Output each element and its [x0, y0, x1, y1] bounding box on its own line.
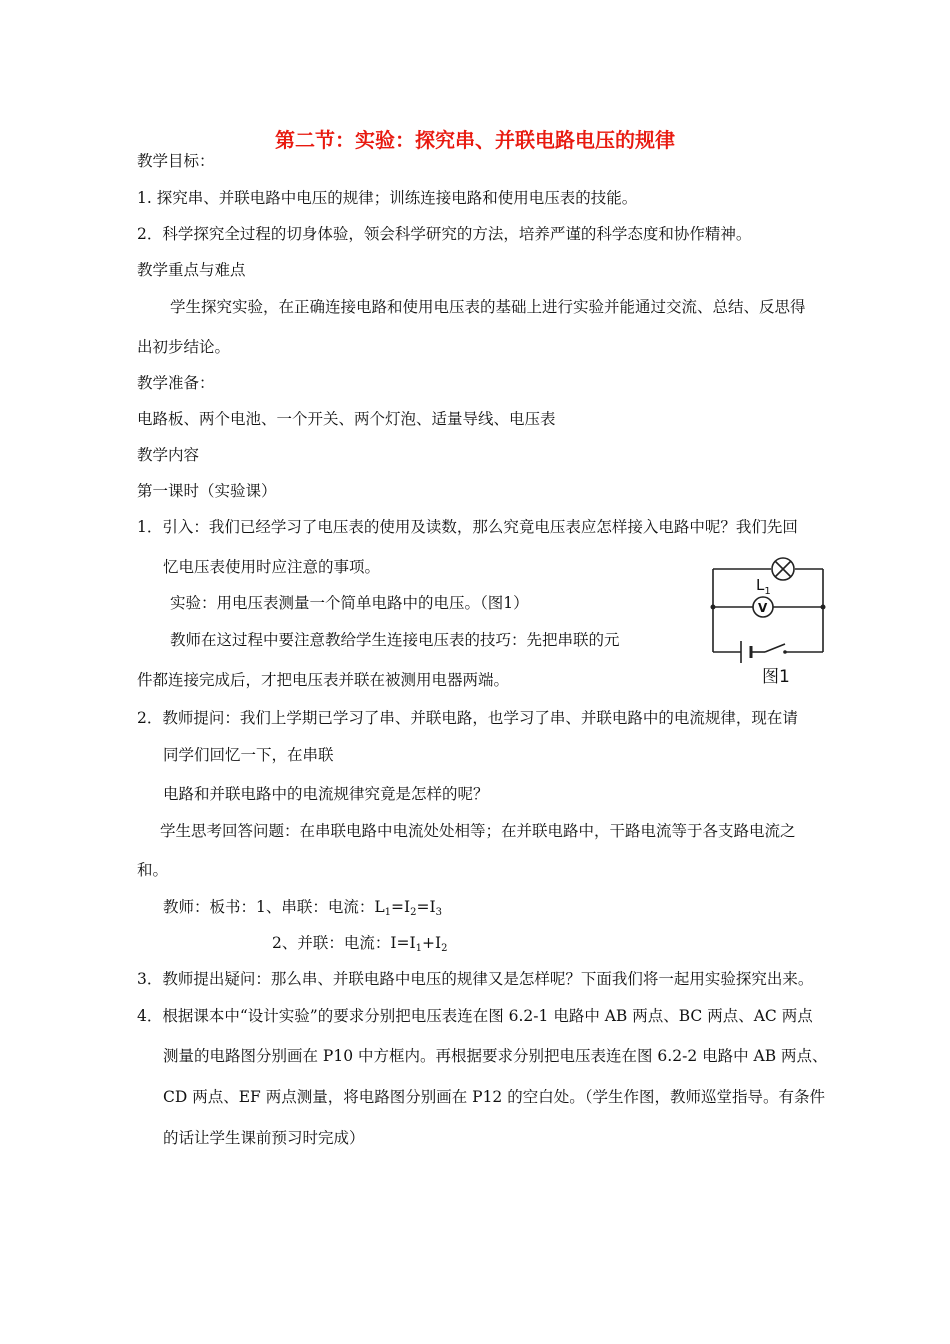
para1-line-3: 实验：用电压表测量一个简单电路中的电压。（图1） — [170, 594, 529, 612]
junction-right — [821, 605, 826, 610]
para2-line-2: 同学们回忆一下，在串联 — [163, 746, 334, 764]
switch-blade — [765, 644, 785, 652]
parallel-formula: $I=I_1+I_2$ — [390, 934, 448, 954]
series-formula-prefix: 教师：板书：1、串联：电流： — [163, 898, 375, 916]
key-body-line-1: 学生探究实验，在正确连接电路和使用电压表的基础上进行实验并能通过交流、总结、反思得 — [170, 298, 806, 316]
key-heading: 教学重点与难点 — [137, 261, 246, 279]
key-body-line-2: 出初步结论。 — [137, 338, 231, 356]
content-heading: 教学内容 — [137, 446, 200, 464]
page-title: 第二节：实验：探究串、并联电路电压的规律 — [275, 128, 675, 152]
voltmeter-label: V — [758, 601, 768, 615]
lesson-heading: 第一课时（实验课） — [137, 482, 277, 500]
goal-item-1: 1. 探究串、并联电路中电压的规律；训练连接电路和使用电压表的技能。 — [137, 189, 638, 207]
para3: 3．教师提出疑问：那么串、并联电路中电压的规律又是怎样呢？下面我们将一起用实验探究出来。 — [137, 970, 814, 988]
parallel-formula-prefix: 2、并联：电流： — [272, 934, 391, 952]
para2-line-3: 电路和并联电路中的电流规律究竟是怎样的呢？ — [163, 785, 489, 803]
para1-line-1: 1．引入：我们已经学习了电压表的使用及读数，那么究竟电压表应怎样接入电路中呢？我们先回 — [137, 518, 798, 536]
prep-heading: 教学准备： — [137, 374, 215, 392]
para4-line-1: 4．根据课本中“设计实验”的要求分别把电压表连在图 6.2-1 电路中 AB 两点、BC 两点、AC 两点 — [137, 1007, 813, 1025]
switch-contact — [783, 650, 787, 654]
prep-body: 电路板、两个电池、一个开关、两个灯泡、适量导线、电压表 — [137, 410, 556, 428]
para1-line-2: 忆电压表使用时应注意的事项。 — [163, 558, 381, 576]
figure-caption: 图1 — [762, 667, 790, 687]
para4-line-4: 的话让学生课前预习时完成） — [163, 1129, 365, 1147]
lamp-label: $L_1$ — [756, 576, 771, 597]
para2-line-5: 和。 — [137, 861, 169, 879]
para2-line-4: 学生思考回答问题：在串联电路中电流处处相等；在并联电路中，干路电流等于各支路电流之 — [160, 822, 796, 840]
para4-line-3: CD 两点、EF 两点测量，将电路图分别画在 P12 的空白处。（学生作图，教师巡堂指导。有条件 — [163, 1088, 825, 1106]
junction-left — [711, 605, 716, 610]
para1-line-5: 件都连接完成后，才把电压表并联在被测用电器两端。 — [137, 671, 510, 689]
para1-line-4: 教师在这过程中要注意教给学生连接电压表的技巧：先把串联的元 — [170, 631, 620, 649]
para4-line-2: 测量的电路图分别画在 P10 中方框内。再根据要求分别把电压表连在图 6.2-2 电路中 AB 两点、 — [163, 1047, 828, 1065]
para2-line-1: 2．教师提问：我们上学期已学习了串、并联电路，也学习了串、并联电路中的电流规律，现在请 — [137, 709, 798, 727]
goal-item-2: 2．科学探究全过程的切身体验，领会科学研究的方法，培养严谨的科学态度和协作精神。 — [137, 225, 752, 243]
goal-heading: 教学目标： — [137, 152, 215, 170]
series-formula: $L_1=I_2=I_3$ — [374, 898, 443, 918]
parallel-formula-line — [272, 933, 447, 959]
circuit-figure-1 — [705, 557, 835, 687]
series-formula-line — [163, 897, 442, 923]
